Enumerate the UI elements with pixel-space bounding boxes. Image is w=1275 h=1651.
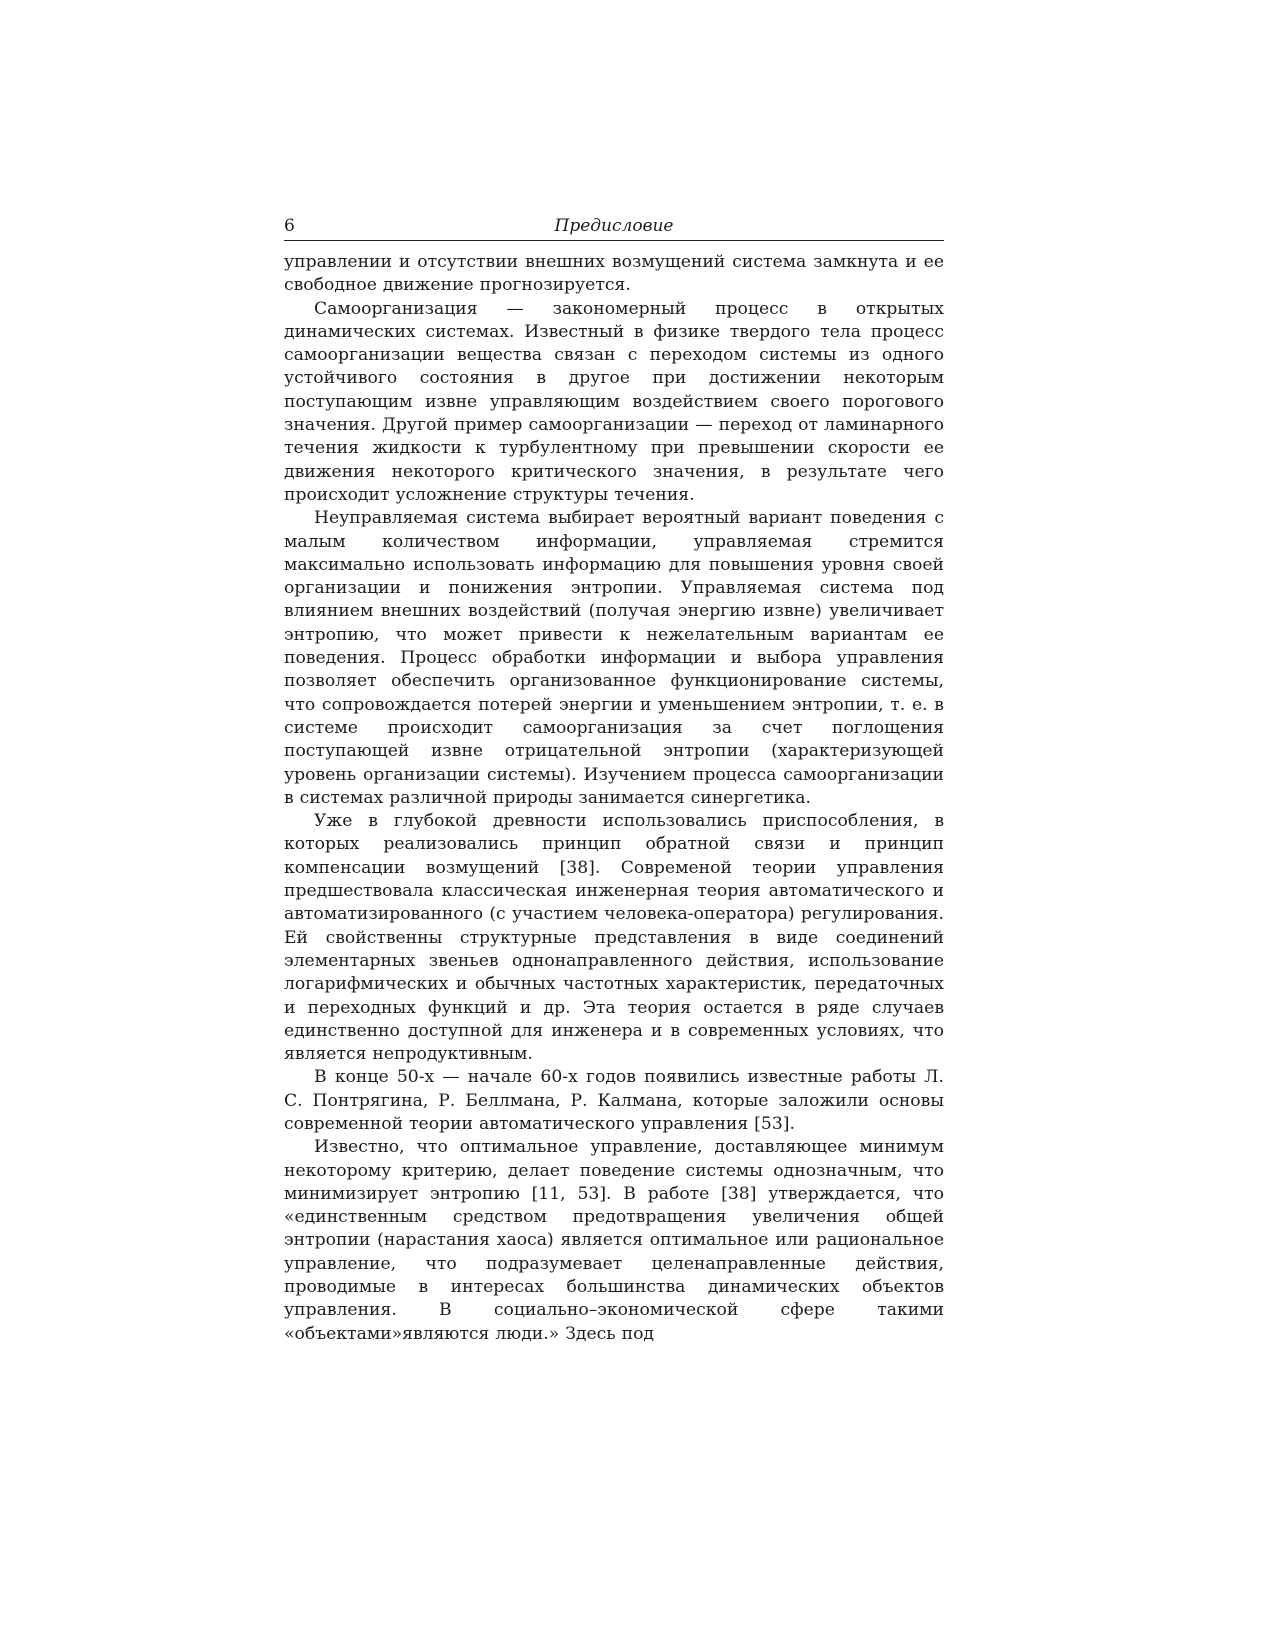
page-number: 6	[284, 216, 295, 236]
paragraph-late-50s: В конце 50-х — начале 60-х годов появились известные работы Л. С. Понтрягина, Р. Беллмана, Р. Калмана, которые заложили основы современной теории автоматического управления [53].	[284, 1067, 944, 1134]
running-header	[284, 216, 944, 241]
paragraph-optimal-control: Известно, что оптимальное управление, доставляющее минимум некоторому критерию, делает поведение системы однозначным, что минимизирует энтропию [11, 53]. В работе [38] утверждается, что «единственным средством предотвращения увеличения общей энтропии (нарастания хаоса) является оптимальное или рациональное управление, что подразумевает целенаправленные действия, проводимые в интересах большинства динамических объектов управления. В социально–экономической сфере такими «объектами»являются люди.» Здесь под	[284, 1137, 944, 1344]
book-page	[284, 216, 944, 1346]
paragraph-unmanaged-system: Неуправляемая система выбирает вероятный вариант поведения с малым количеством информации, управляемая стремится максимально использовать информацию для повышения уровня своей организации и понижения энтропии. Управляемая система под влиянием внешних воздействий (получая энергию извне) увеличивает энтропию, что может привести к нежелательным вариантам ее поведения. Процесс обработки информации и выбора управления позволяет обеспечить организованное функционирование системы, что сопровождается потерей энергии и уменьшением энтропии, т. е. в системе происходит самоорганизация за счет поглощения поступающей извне отрицательной энтропии (характеризующей уровень организации системы). Изучением процесса самоорганизации в системах различной природы занимается синергетика.	[284, 508, 944, 808]
body-text	[284, 251, 944, 1346]
paragraph-ancient-devices: Уже в глубокой древности использовались приспособления, в которых реализовались принцип обратной связи и принцип компенсации возмущений [38]. Современой теории управления предшествовала классическая инженерная теория автоматического и автоматизированного (с участием человека-оператора) регулирования. Ей свойственны структурные представления в виде соединений элементарных звеньев однонаправленного действия, использование логарифмических и обычных частотных характеристик, передаточных и переходных функций и др. Эта теория остается в ряде случаев единственно доступной для инженера и в современных условиях, что является непродуктивным.	[284, 811, 944, 1065]
running-title: Предисловие	[554, 216, 674, 236]
paragraph-self-organization: Самоорганизация — закономерный процесс в открытых динамических системах. Известный в физике твердого тела процесс самоорганизации вещества связан с переходом системы из одного устойчивого состояния в другое при достижении некоторым поступающим извне управляющим воздействием своего порогового значения. Другой пример самоорганизации — переход от ламинарного течения жидкости к турбулентному при превышении скорости ее движения некоторого критического значения, в результате чего происходит усложнение структуры течения.	[284, 298, 944, 505]
paragraph-continued: управлении и отсутствии внешних возмущений система замкнута и ее свободное движение прогнозируется.	[284, 252, 944, 296]
